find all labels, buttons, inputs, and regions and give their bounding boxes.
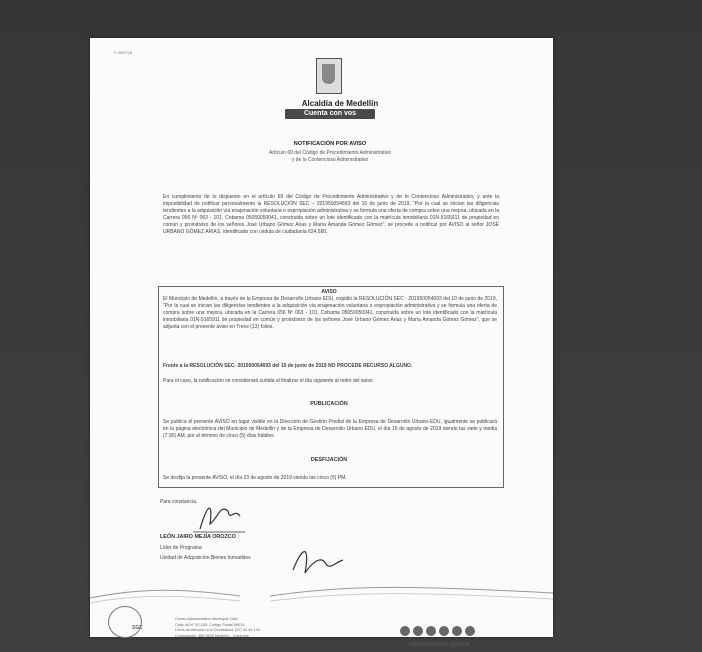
- city-slogan: Cuenta con vos: [285, 109, 375, 119]
- notice-subtitle-line1: Artículo 69 del Código de Procedimiento Administrativo: [268, 150, 391, 156]
- document-code: F-0007/18: [114, 50, 133, 55]
- unpost-title: DESFIJACIÓN: [310, 457, 348, 463]
- sgc-seal-icon: [108, 606, 142, 638]
- footer-address-line1: Centro Administrativo Municipal CAM: [175, 617, 238, 621]
- publication-title: PUBLICACIÓN: [310, 401, 348, 407]
- document-footer: [90, 568, 553, 648]
- aviso-title: AVISO: [321, 289, 337, 295]
- document-page: [90, 38, 553, 648]
- footer-address: [175, 617, 260, 639]
- city-crest-icon: [316, 58, 342, 94]
- social-icon: [439, 626, 449, 636]
- resource-line: Frente a la RESOLUCIÓN SEC- 201950054693 del 10 de junio de 2019 NO PROCEDE RECURSO ALGUNO.: [163, 363, 413, 369]
- website-link[interactable]: www.medellin.gov.co: [409, 642, 470, 648]
- signature-icon: [190, 494, 250, 536]
- aviso-box: [158, 286, 504, 488]
- social-icon: [426, 626, 436, 636]
- unpost-text: Se desfija la presente AVISO, el día 23 de agosto de 2019 siendo las cinco (5) PM.: [163, 475, 347, 481]
- notice-subtitle-line2: y de lo Contencioso Administrativo: [291, 157, 369, 163]
- social-icon: [413, 626, 423, 636]
- notice-subtitle: [210, 150, 450, 164]
- footer-address-line3: Línea de Atención a la Ciudadanía: (57) 44 44 144: [175, 628, 260, 633]
- social-icon: [452, 626, 462, 636]
- aviso-text: El Municipio de Medellín, a través de la Empresa de Desarrollo Urbano EDU, expidió la RESOLUCIÓN SEC - 201950054693 del 10 de junio de 2019, "Por la cual se inician las diligencias tendientes a la adquisición vía enajenación voluntaria o expropiación administrativa y se formula una oferta de compra sobre una mejora, ubicada en la Carrera 056 Nº 063 - 101, Cobama 05050050041, construida sobre un lote identificado con la matrícula inmobiliaria 01N-5165911 de propiedad en común y proindiviso de los señores José Urbano Gómez Arias y María Amanda Gómez Gómez", que se adjunta con el presente aviso en Trece (13) folios.: [163, 296, 497, 331]
- effect-line: Para el caso, la notificación se considerará surtida al finalizar el día siguiente al retiro del aviso.: [163, 378, 374, 384]
- notice-title: NOTIFICACIÓN POR AVISO: [293, 141, 367, 147]
- city-brand-name: Alcaldía de Medellín: [301, 99, 379, 108]
- closing-text: Para constancia,: [160, 499, 198, 505]
- signatory-unit: Unidad de Adquisición Bienes Inmuebles: [160, 555, 251, 561]
- social-icon: [400, 626, 410, 636]
- social-icons: [400, 626, 475, 636]
- publication-text: Se publica el presente AVISO en lugar visible en la Dirección de Gestión Predial de la Empresa de Desarrollo Urbano-EDU, igualmente se publicará en la página electrónica del Municipio de Medellín y de la Empresa de Desarrollo Urbano EDU, el día 16 de agosto de 2019 siendo las siete y media (7:30) AM, por el término de cinco (5) días hábiles.: [163, 419, 497, 440]
- notice-paragraph: En cumplimiento de lo dispuesto en el artículo 69 del Código de Procedimiento Administrativo y de lo Contencioso Administrativo, y ante la imposibilidad de notificar personalmente la RESOLUCIÓN SEC – 201950054693 del 10 de junio de 2019, "Por la cual se inician las diligencias tendientes a la adquisición vía enajenación voluntaria o expropiación administrativa y se formula una oferta de compra sobre una mejora, ubicada en la Carrera 056 Nº 063 - 101, Cobama 05050050041, construida sobre un lote identificado con la matrícula inmobiliaria 01N-5165911 de propiedad en común y proindiviso de los señores José Urbano Gómez Arias y María Amanda Gómez Gómez", se procede a notificar por AVISO al señor JOSÉ URBANO GÓMEZ ARIAS, identificado con cédula de ciudadanía 624.580.: [163, 194, 499, 236]
- social-icon: [465, 626, 475, 636]
- footer-address-line4: Conmutador: 385 5555 Medellín - Colombia: [175, 633, 249, 638]
- footer-address-line2: Calle 44 N° 52-165. Código Postal 50015: [175, 622, 245, 627]
- signatory-name: LEÓN JAIRO MEJÍA OROZCO: [160, 534, 236, 540]
- signatory-title: Líder de Programa: [160, 545, 202, 551]
- sgc-seal-label: SGC: [132, 625, 143, 631]
- footer-wave-icon: [90, 568, 553, 637]
